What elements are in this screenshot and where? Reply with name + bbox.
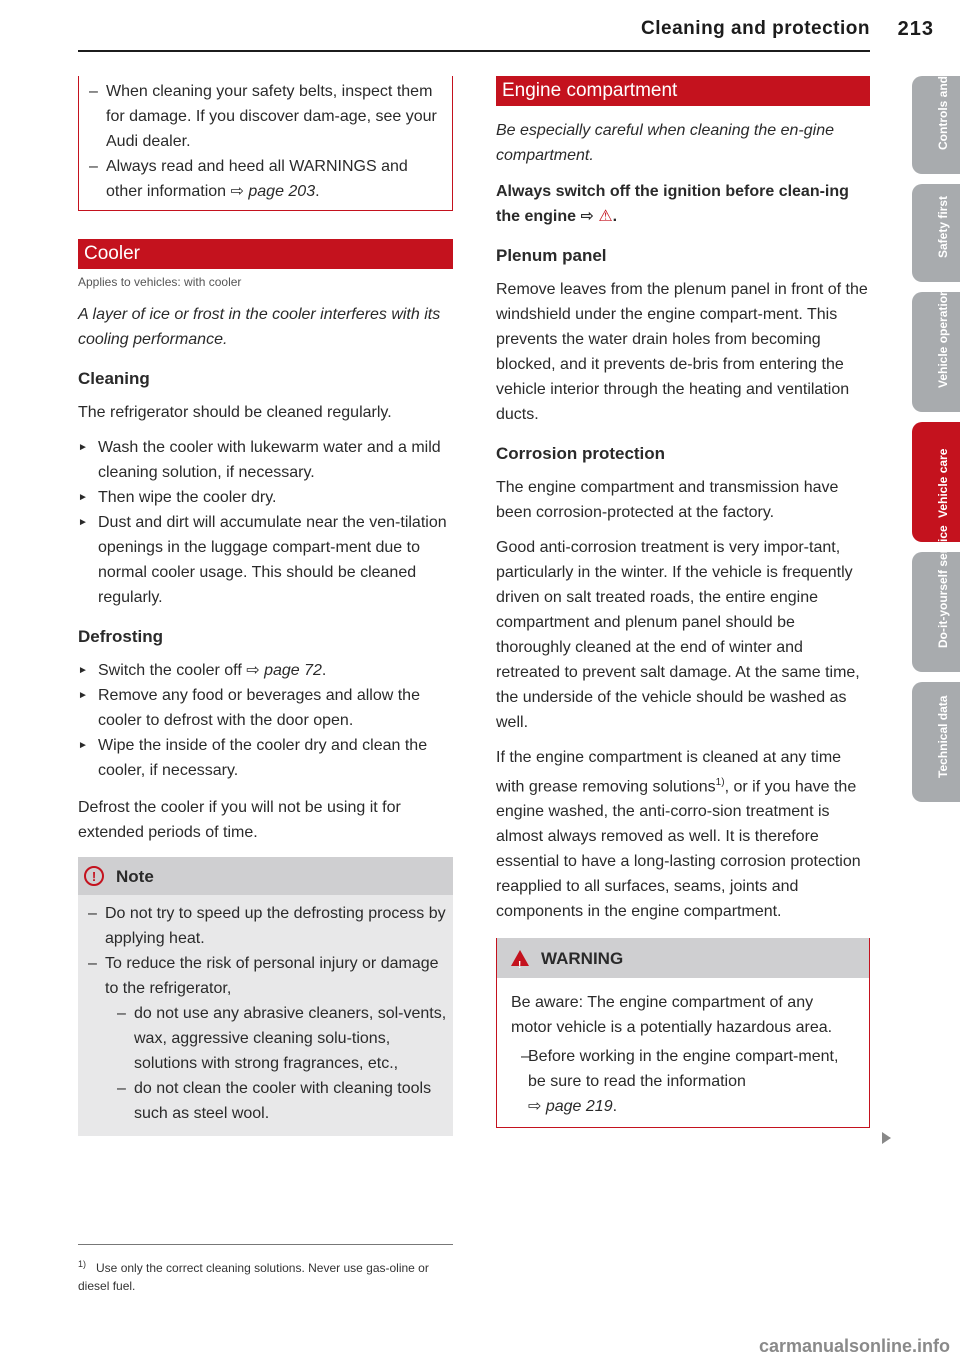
page-number: 213: [897, 18, 934, 40]
tab-label: Vehicle care: [936, 448, 950, 518]
section-title-cooler: Cooler: [78, 239, 453, 269]
cleaning-steps: [78, 435, 453, 610]
tab-do-it-yourself[interactable]: [912, 525, 960, 672]
tab-label: Technical data: [936, 695, 950, 778]
tab-vehicle-care[interactable]: [912, 422, 960, 542]
warning-text: Be aware: The engine compartment of any motor vehicle is a potentially hazardous area.: [511, 994, 833, 1037]
page-link[interactable]: ⇨ page 72: [246, 662, 322, 679]
page-link[interactable]: ⇨ page 219: [528, 1098, 613, 1116]
tab-label: Controls and equip-ment: [936, 8, 950, 150]
footnote-ref: 1): [715, 777, 725, 788]
box-item: – When cleaning your safety belts, inspect them for damage. If you discover dam-age, see your Audi dealer.: [79, 79, 438, 154]
header-rule: [78, 50, 870, 52]
warning-header: [497, 938, 869, 978]
note-item: – Do not try to speed up the defrosting process by applying heat.: [78, 901, 453, 951]
corrosion-text: The engine compartment and transmission have been corrosion-protected at the factory.: [496, 479, 839, 521]
continue-arrow-icon: [882, 1132, 891, 1144]
warning-box: [496, 938, 870, 1128]
footnote-mark: 1): [78, 1259, 87, 1269]
tab-label: Vehicle operation: [936, 288, 950, 388]
tab-label: Safety first: [936, 195, 950, 258]
left-column: [78, 76, 453, 1136]
step-item: ► Switch the cooler off ⇨ page 72.: [78, 658, 453, 683]
tab-label: Do-it-yourself service: [936, 525, 950, 648]
step-item: ► Dust and dirt will accumulate near the ven-tilation openings in the luggage compart-ment due to normal cooler usage. This should be cleaned regularly.: [78, 510, 453, 610]
footnote: [78, 1255, 453, 1295]
warning-item: – Before working in the engine compart-ment, be sure to read the information ⇨ page 219.: [511, 1044, 855, 1119]
defrost-steps: [78, 658, 453, 783]
note-item: – To reduce the risk of personal injury or damage to the refrigerator, – do not use any abrasive cleaners, sol-vents, wax, aggressive cleaning solu-tions, solutions with strong fragrances, etc., – do not clean the cooler with cleaning tools such as steel wool.: [78, 951, 453, 1126]
note-icon: !: [84, 866, 104, 886]
footnote-text: Use only the correct cleaning solutions. Never use gas-oline or diesel fuel.: [78, 1261, 429, 1293]
corrosion-text: If the engine compartment is cleaned at any time with grease removing solutions$^{1)}$, or if you have the engine washed, the anti-corro-sion treatment is almost always removed as well. It is therefore essential to have a long-lasting corrosion protection reapplied to all surfaces, seams, joints and components in the engine compartment.: [496, 749, 861, 921]
footnote-rule: [78, 1244, 453, 1245]
plenum-text: Remove leaves from the plenum panel in front of the windshield under the engine compart-ment. This prevents the water drain holes from becoming blocked, and it prevents de-bris from entering the vehicle interior through the heating and ventilation ducts.: [496, 281, 868, 423]
warning-icon: ⚠: [598, 208, 613, 225]
note-subitem: – do not use any abrasive cleaners, sol-vents, wax, aggressive cleaning solu-tions, solutions with strong fragrances, etc.,: [107, 1001, 453, 1076]
tab-safety[interactable]: [912, 184, 960, 282]
step-item: ► Wipe the inside of the cooler dry and clean the cooler, if necessary.: [78, 733, 453, 783]
cleaning-text: The refrigerator should be cleaned regularly.: [78, 404, 392, 421]
subheading-corrosion: Corrosion protection: [496, 444, 666, 463]
applies-to-note: Applies to vehicles: with cooler: [78, 275, 242, 289]
note-header: [78, 857, 453, 895]
xref-arrow[interactable]: ⇨: [580, 208, 594, 225]
tab-vehicle-operation[interactable]: [912, 288, 960, 412]
warning-title: WARNING: [541, 948, 624, 968]
note-subitem: – do not clean the cooler with cleaning tools such as steel wool.: [107, 1076, 453, 1126]
right-column: [496, 76, 870, 1128]
step-item: ► Remove any food or beverages and allow the cooler to defrost with the door open.: [78, 683, 453, 733]
warning-continuation-box: [78, 76, 453, 211]
watermark: carmanualsonline.info: [758, 1336, 950, 1356]
engine-warning-line: Always switch off the ignition before clean-ing the engine ⇨ ⚠.: [496, 183, 849, 225]
engine-intro: Be especially careful when cleaning the en-gine compartment.: [496, 122, 834, 164]
running-header-title: Cleaning and protection: [641, 18, 870, 39]
box-item: – Always read and heed all WARNINGS and other information ⇨ page 203.: [79, 154, 438, 204]
corrosion-text: Good anti-corrosion treatment is very impor-tant, particularly in the winter. If the vehicle is frequently driven on salt treated roads, the entire engine compartment and plenum panel should be thoroughly cleaned at the end of winter and retreated to prevent salt damage. At the same time, the underside of the vehicle should be washed as well.: [496, 539, 860, 731]
subheading-defrosting: Defrosting: [78, 627, 163, 646]
note-box: [78, 857, 453, 1136]
tab-technical-data[interactable]: [912, 682, 960, 802]
defrost-text: Defrost the cooler if you will not be using it for extended periods of time.: [78, 799, 401, 841]
step-item: ► Wash the cooler with lukewarm water and a mild cleaning solution, if necessary.: [78, 435, 453, 485]
warning-triangle-icon: [511, 950, 529, 966]
cooler-intro: A layer of ice or frost in the cooler interferes with its cooling performance.: [78, 306, 441, 348]
note-title: Note: [116, 866, 154, 886]
step-item: ► Then wipe the cooler dry.: [78, 485, 453, 510]
section-title-engine: Engine compartment: [496, 76, 870, 106]
page-link[interactable]: ⇨ page 203: [230, 183, 316, 200]
subheading-cleaning: Cleaning: [78, 369, 150, 388]
subheading-plenum: Plenum panel: [496, 246, 607, 265]
